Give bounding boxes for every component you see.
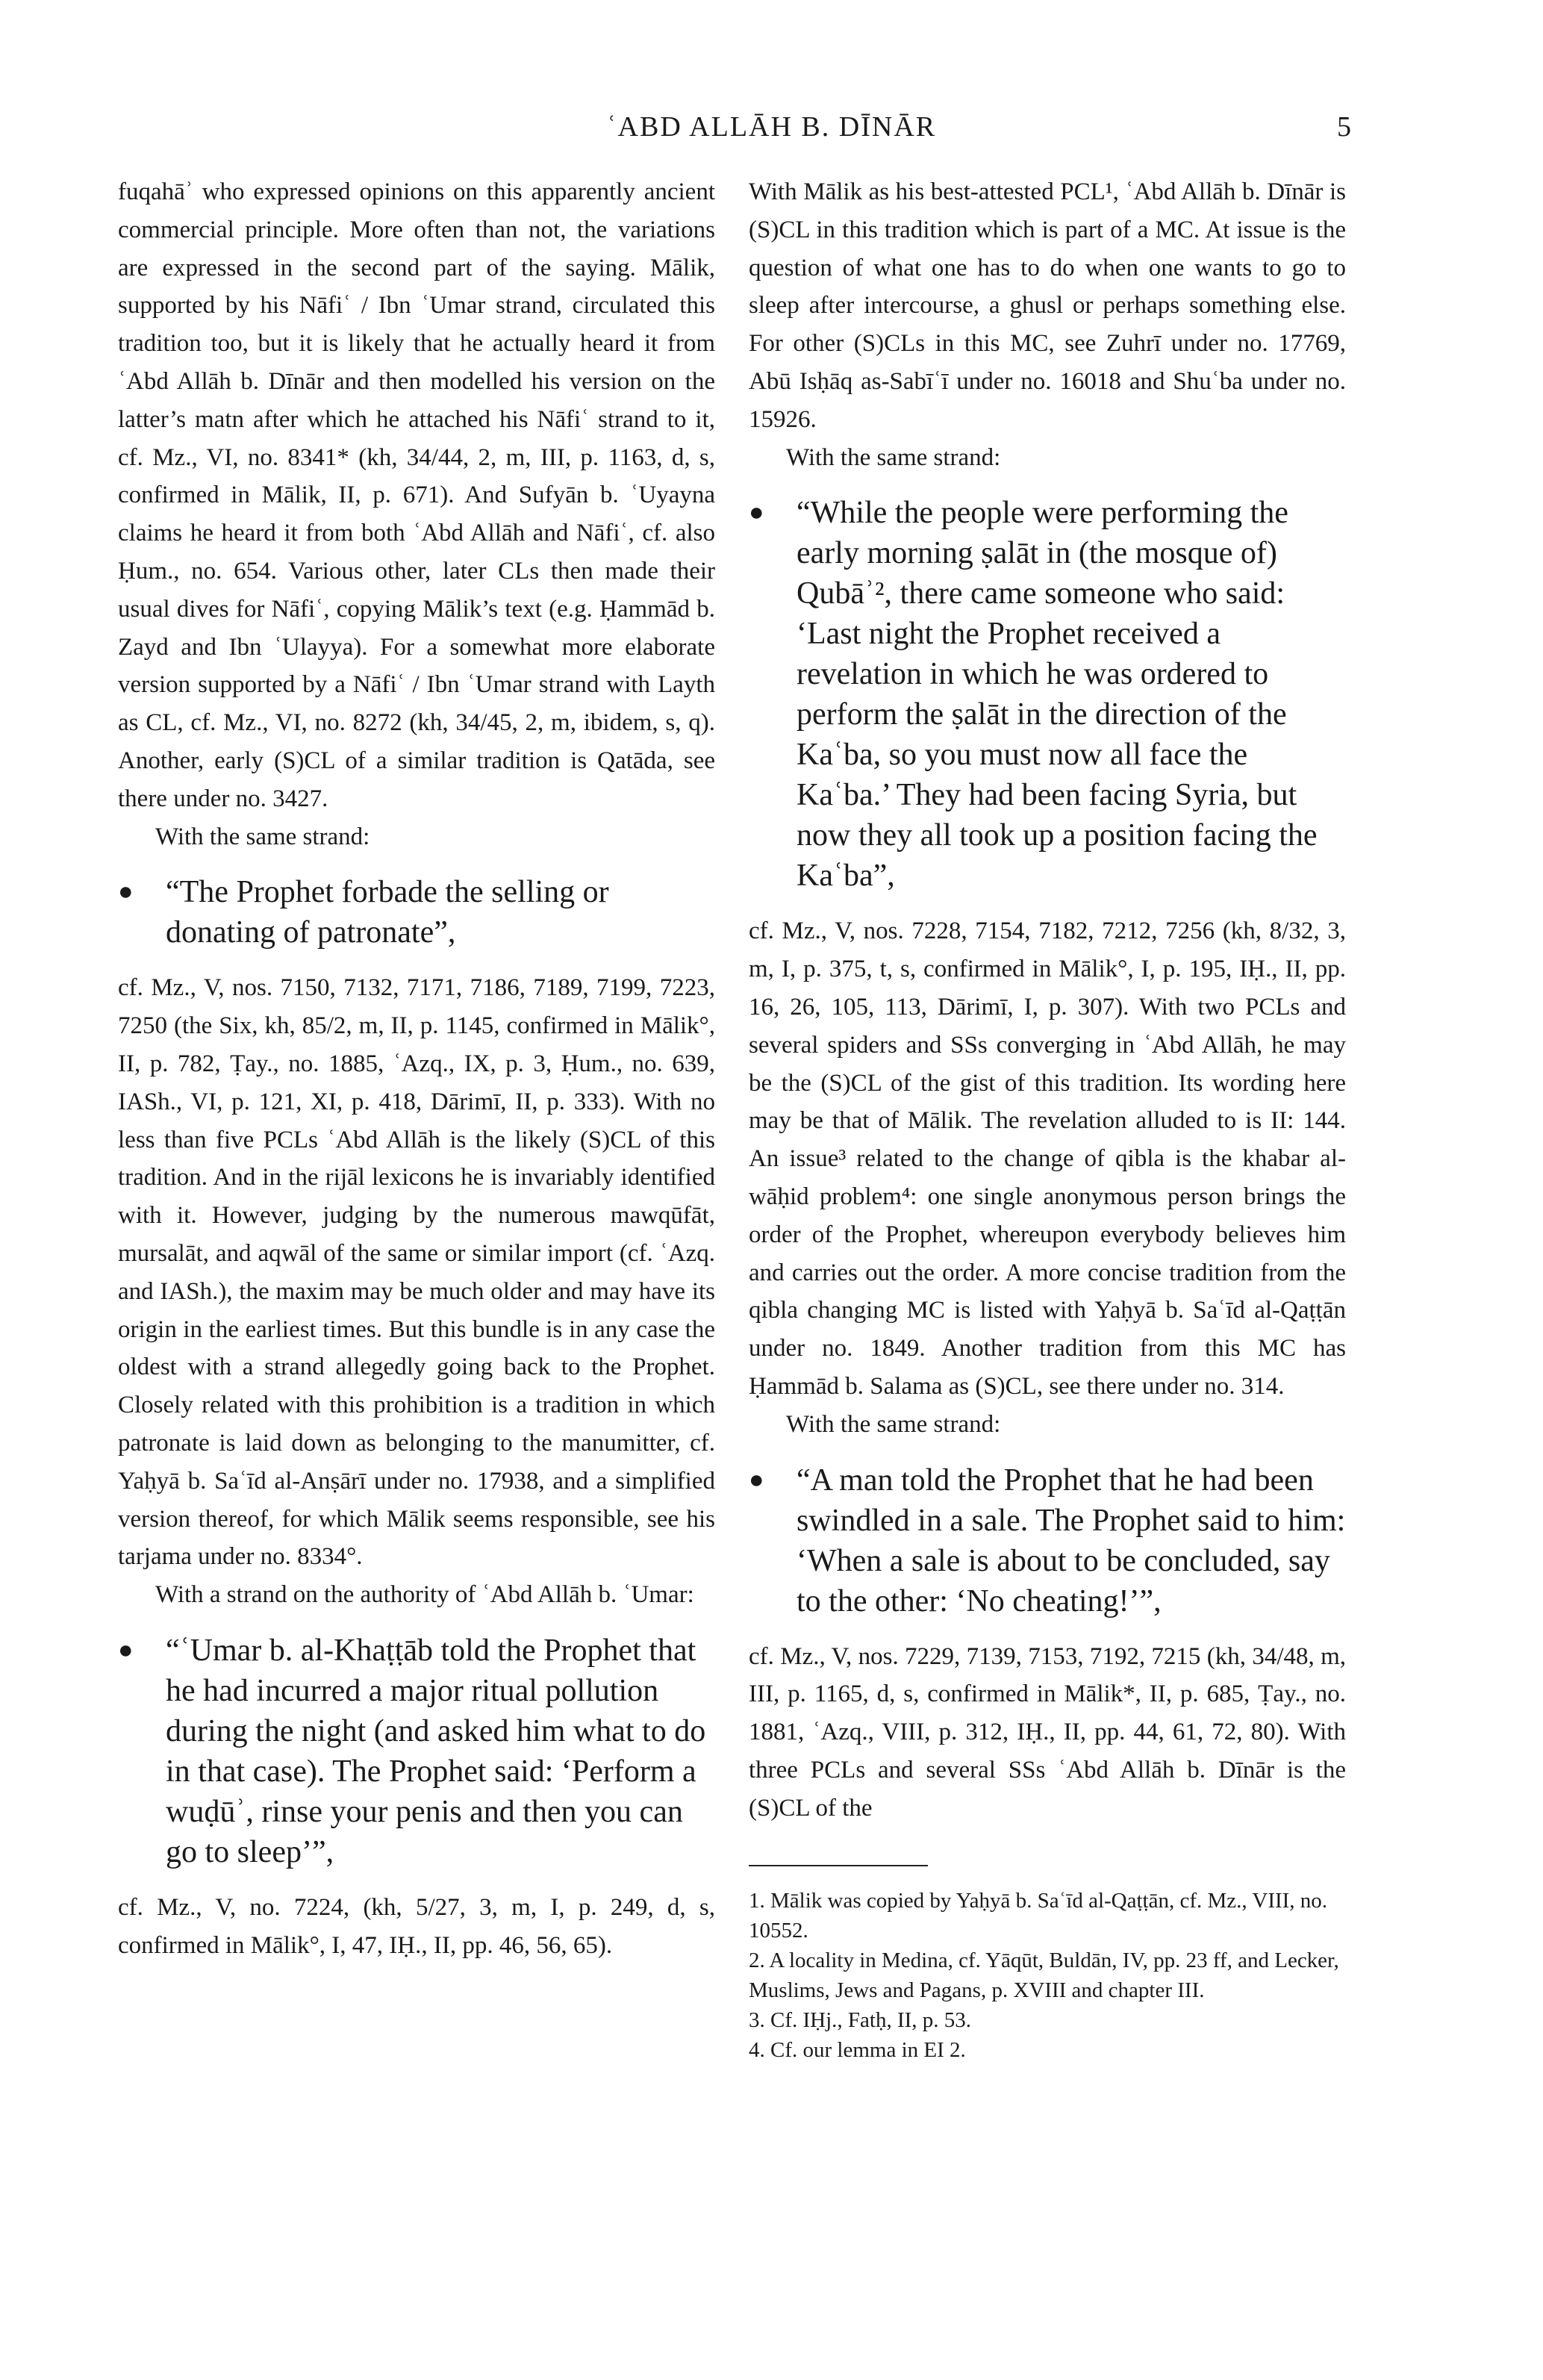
body-paragraph: cf. Mz., V, no. 7224, (kh, 5/27, 3, m, I, p. 249, d, s, confirmed in Mālik°, I, 47, IḤ., II, pp. 46, 56, 65). [118, 1893, 715, 1959]
tradition-quote [118, 1630, 715, 1872]
bullet-icon: ● [749, 1465, 764, 1494]
bullet-icon: ● [118, 878, 134, 906]
quote-text: “ʿUmar b. al-Khaṭṭāb told the Prophet that he had incurred a major ritual pollution during the night (and asked him what to do in that case). The Prophet said: ‘Perform a wuḍūʾ, rinse your penis and then you can go to sleep’”, [166, 1633, 706, 1869]
left-column [118, 173, 715, 1964]
page-number: 5 [1337, 111, 1351, 143]
footnote-divider [749, 1865, 928, 1866]
footnote: 2. A locality in Medina, cf. Yāqūt, Buldān, IV, pp. 23 ff, and Lecker, Muslims, Jews and Pagans, p. XVIII and chapter III. [749, 1948, 1339, 2002]
strand-intro: With the same strand: [786, 443, 1001, 471]
body-paragraph: cf. Mz., V, nos. 7229, 7139, 7153, 7192, 7215 (kh, 34/48, m, III, p. 1165, d, s, confirmed in Mālik*, II, p. 685, Ṭay., no. 1881, ʿAzq., VIII, p. 312, IḤ., II, pp. 44, 61, 72, 80). With three PCLs and several SSs ʿAbd Allāh b. Dīnār is the (S)CL of the [749, 1642, 1346, 1822]
tradition-quote [118, 872, 715, 953]
bullet-icon: ● [749, 499, 764, 527]
quote-text: “The Prophet forbade the selling or donating of patronate”, [166, 875, 609, 950]
bullet-icon: ● [118, 1636, 134, 1664]
tradition-quote [749, 493, 1346, 896]
footnote: 1. Mālik was copied by Yaḥyā b. Saʿīd al-Qaṭṭān, cf. Mz., VIII, no. 10552. [749, 1888, 1328, 1943]
quote-text: “While the people were performing the early morning ṣalāt in (the mosque of) Qubāʾ², there came someone who said: ‘Last night the Prophet received a revelation in which he was ordered to perform the ṣalāt in the direction of the Kaʿba, so you must now all face the Kaʿba.’ They had been facing Syria, but now they all took up a position facing the Kaʿba”, [797, 496, 1318, 894]
body-paragraph: cf. Mz., V, nos. 7228, 7154, 7182, 7212, 7256 (kh, 8/32, 3, m, I, p. 375, t, s, confirmed in Mālik°, I, p. 195, IḤ., II, pp. 16, 26, 105, 113, Dārimī, I, p. 307). With two PCLs and several spiders and SSs converging in ʿAbd Allāh, he may be the (S)CL of the gist of this tradition. Its wording here may be that of Mālik. The revelation alluded to is II: 144. An issue³ related to the change of qibla is the khabar al-wāḥid problem⁴: one single anonymous person brings the order of the Prophet, whereupon everybody believes him and carries out the order. A more concise tradition from the qibla changing MC is listed with Yaḥyā b. Saʿīd al-Qaṭṭān under no. 1849. Another tradition from this MC has Ḥammād b. Salama as (S)CL, see there under no. 314. [749, 918, 1346, 1400]
strand-intro: With a strand on the authority of ʿAbd Allāh b. ʿUmar: [155, 1581, 694, 1609]
right-column [749, 173, 1346, 2065]
footnote: 4. Cf. our lemma in EI 2. [749, 2037, 966, 2062]
body-paragraph: fuqahāʾ who expressed opinions on this apparently ancient commercial principle. More often than not, the variations are expressed in the second part of the saying. Mālik, supported by his Nāfiʿ / Ibn ʿUmar strand, circulated this tradition too, but it is likely that he actually heard it from ʿAbd Allāh b. Dīnār and then modelled his version on the latter’s matn after which he attached his Nāfiʿ strand to it, cf. Mz., VI, no. 8341* (kh, 34/44, 2, m, III, p. 1163, d, s, confirmed in Mālik, II, p. 671). And Sufyān b. ʿUyayna claims he heard it from both ʿAbd Allāh and Nāfiʿ, cf. also Ḥum., no. 654. Various other, later CLs then made their usual dives for Nāfiʿ, copying Mālik’s text (e.g. Ḥammād b. Zayd and Ibn ʿUlayya). For a somewhat more elaborate version supported by a Nāfiʿ / Ibn ʿUmar strand with Layth as CL, cf. Mz., VI, no. 8272 (kh, 34/45, 2, m, ibidem, s, q). Another, early (S)CL of a similar tradition is Qatāda, see there under no. 3427. [118, 178, 715, 812]
body-paragraph: cf. Mz., V, nos. 7150, 7132, 7171, 7186, 7189, 7199, 7223, 7250 (the Six, kh, 85/2, m, II, p. 1145, confirmed in Mālik°, II, p. 782, Ṭay., no. 1885, ʿAzq., IX, p. 3, Ḥum., no. 639, IASh., VI, p. 121, XI, p. 418, Dārimī, II, p. 333). With no less than five PCLs ʿAbd Allāh is the likely (S)CL of this tradition. And in the rijāl lexicons he is invariably identified with it. However, judging by the numerous mawqūfāt, mursalāt, and aqwāl of the same or similar import (cf. ʿAzq. and IASh.), the maxim may be much older and may have its origin in the earliest times. But this bundle is in any case the oldest with a strand allegedly going back to the Prophet. Closely related with this prohibition is a tradition in which patronate is laid down as belonging to the manumitter, cf. Yaḥyā b. Saʿīd al-Anṣārī under no. 17938, and a simplified version thereof, for which Mālik seems responsible, see his tarjama under no. 8334°. [118, 974, 715, 1571]
footnotes [749, 1886, 1346, 2065]
footnote: 3. Cf. IḤj., Fatḥ, II, p. 53. [749, 2007, 972, 2032]
strand-intro: With the same strand: [155, 823, 370, 850]
quote-text: “A man told the Prophet that he had been swindled in a sale. The Prophet said to him: ‘When a sale is about to be concluded, say to the other: ‘No cheating!’”, [797, 1462, 1346, 1619]
running-header: ʿABD ALLĀH B. DĪNĀR [606, 111, 937, 143]
tradition-quote [749, 1460, 1346, 1622]
strand-intro: With the same strand: [786, 1410, 1001, 1438]
body-paragraph: With Mālik as his best-attested PCL¹, ʿAbd Allāh b. Dīnār is (S)CL in this tradition which is part of a MC. At issue is the question of what one has to do when one wants to go to sleep after intercourse, a ghusl or perhaps something else. For other (S)CLs in this MC, see Zuhrī under no. 17769, Abū Isḥāq as-Sabīʿī under no. 16018 and Shuʿba under no. 15926. [749, 178, 1346, 433]
